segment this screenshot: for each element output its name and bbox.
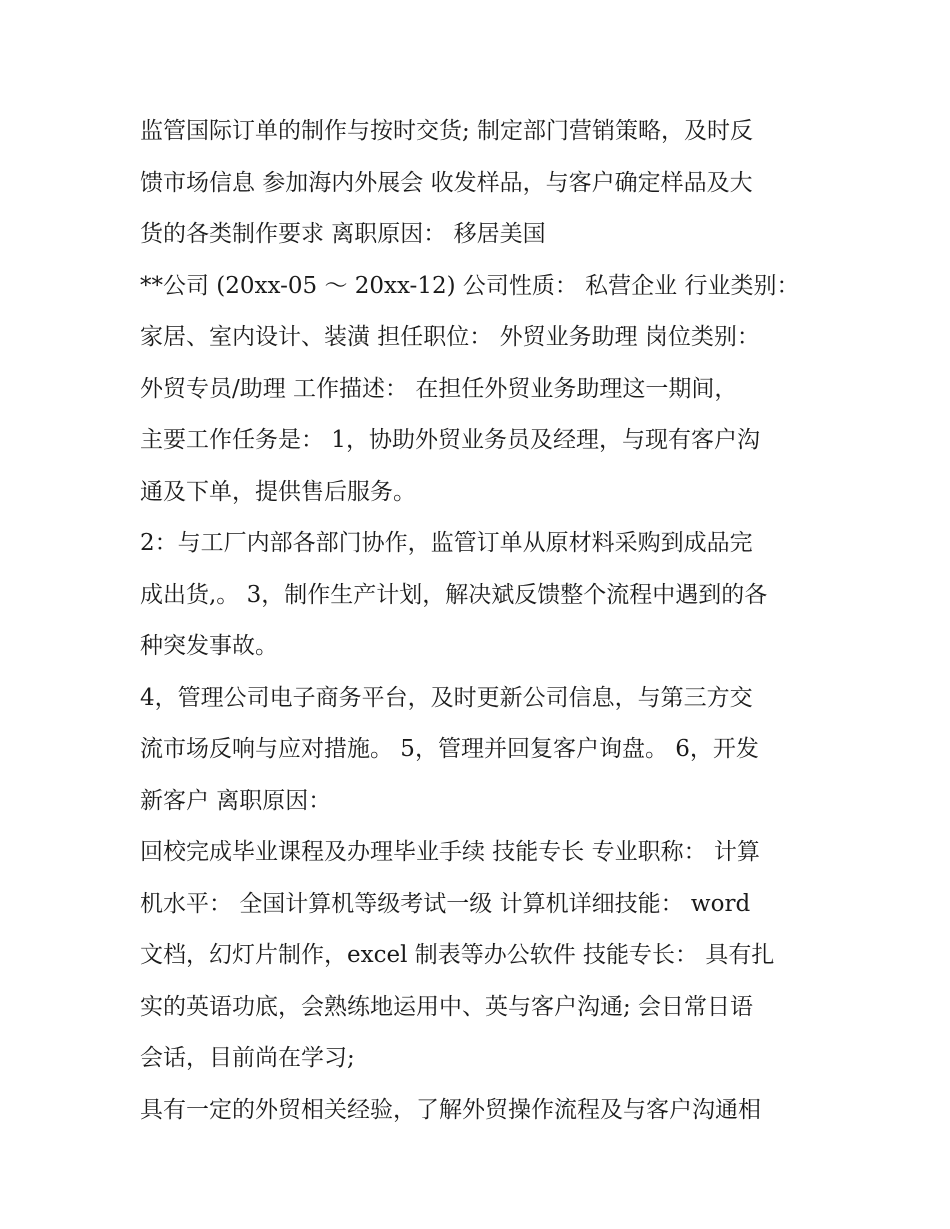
text-line: 新客户 离职原因： <box>140 787 332 814</box>
text-line: 成出货,。 3，制作生产计划，解决斌反馈整个流程中遇到的各 <box>140 581 768 608</box>
text-line: 种突发事故。 <box>140 633 278 659</box>
text-line: 4，管理公司电子商务平台，及时更新公司信息，与第三方交 <box>140 684 753 711</box>
text-line: 回校完成毕业课程及办理毕业手续 技能专长 专业职称： 计算 <box>140 839 760 865</box>
text-line: 具有一定的外贸相关经验，了解外贸操作流程及与客户沟通相 <box>140 1096 761 1123</box>
text-line: 机水平： 全国计算机等级考试一级 计算机详细技能： word <box>140 890 751 917</box>
body-text <box>140 106 820 1136</box>
text-line: 家居、室内设计、装潢 担任职位： 外贸业务助理 岗位类别： <box>140 324 760 350</box>
text-line: 会话，目前尚在学习; <box>140 1045 355 1071</box>
text-line: 馈市场信息 参加海内外展会 收发样品，与客户确定样品及大 <box>140 169 753 196</box>
text-line: 流市场反响与应对措施。 5，管理并回复客户询盘。 6，开发 <box>140 736 759 762</box>
text-line: 外贸专员/助理 工作描述： 在担任外贸业务助理这一期间， <box>140 375 738 402</box>
text-line: 货的各类制作要求 离职原因： 移居美国 <box>140 221 546 247</box>
text-line: 2：与工厂内部各部门协作，监管订单从原材料采购到成品完 <box>140 530 753 556</box>
text-line: 监管国际订单的制作与按时交货; 制定部门营销策略，及时反 <box>140 118 754 144</box>
text-line: 通及下单，提供售后服务。 <box>140 478 416 505</box>
text-line: 主要工作任务是： 1，协助外贸业务员及经理，与现有客户沟 <box>140 427 760 453</box>
text-line: **公司 (20xx-05 ～ 20xx-12) 公司性质： 私营企业 行业类别： <box>140 272 800 299</box>
text-line: 实的英语功底，会熟练地运用中、英与客户沟通; 会日常日语 <box>140 993 754 1020</box>
text-line: 文档，幻灯片制作，excel 制表等办公软件 技能专长： 具有扎 <box>140 942 775 968</box>
